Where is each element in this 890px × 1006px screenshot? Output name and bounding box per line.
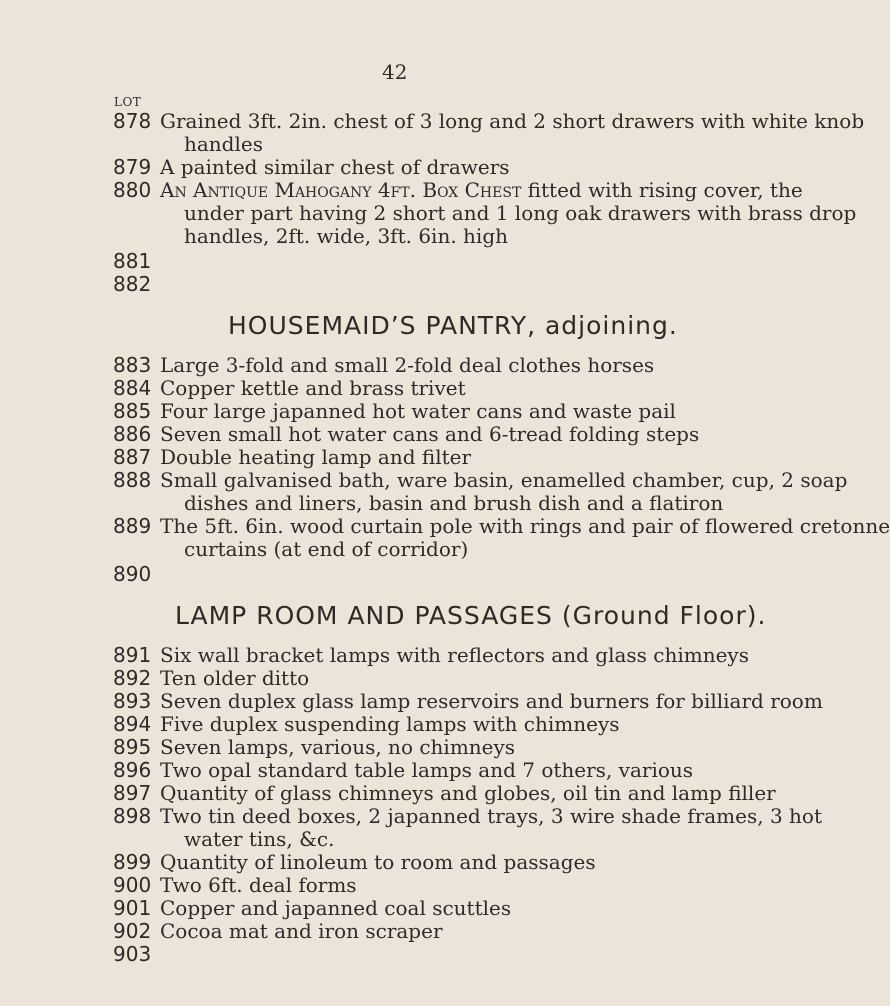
lot-882 (113, 273, 793, 296)
lot-881 (113, 250, 793, 273)
lot-description-cont: water tins, &c. (184, 827, 335, 851)
lot-898 (113, 804, 823, 851)
lot-number: 879 (113, 155, 152, 179)
lot-900 (113, 874, 793, 897)
lot-894 (113, 713, 793, 736)
lot-description: Quantity of glass chimneys and globes, oil tin and lamp filler (160, 781, 776, 805)
lot-description: Ten older ditto (160, 666, 310, 690)
lot-description: A painted similar chest of drawers (160, 155, 510, 179)
lot-number: 882 (113, 272, 152, 296)
lot-888 (113, 468, 848, 515)
lot-description: The 5ft. 6in. wood curtain pole with rings and pair of flowered cretonne (160, 514, 890, 538)
lot-887 (113, 446, 793, 469)
lot-number: 888 (113, 468, 152, 492)
lot-number: 893 (113, 689, 152, 713)
lot-number: 899 (113, 850, 152, 874)
lot-901 (113, 897, 793, 920)
section-heading-lamp-room: LAMP ROOM AND PASSAGES (Ground Floor). (175, 601, 767, 630)
lot-list (113, 109, 890, 966)
lot-description: Four large japanned hot water cans and waste pail (160, 399, 676, 423)
lot-description: Copper and japanned coal scuttles (160, 896, 512, 920)
lot-description: Two tin deed boxes, 2 japanned trays, 3 wire shade frames, 3 hot (160, 804, 823, 828)
lot-number: 891 (113, 643, 152, 667)
lot-number: 901 (113, 896, 152, 920)
lot-description-cont: handles (184, 132, 263, 156)
lot-903 (113, 943, 793, 966)
lot-884 (113, 377, 793, 400)
lot-description: Copper kettle and brass trivet (160, 376, 466, 400)
lot-889 (113, 514, 890, 561)
lot-899 (113, 851, 793, 874)
lot-description: Six wall bracket lamps with reflectors and glass chimneys (160, 643, 749, 667)
lot-description-cont: handles, 2ft. wide, 3ft. 6in. high (184, 224, 509, 248)
lot-883 (113, 354, 793, 377)
lot-number: 889 (113, 514, 152, 538)
lot-893 (113, 689, 823, 713)
lot-column-header: LOT (114, 95, 142, 109)
lot-number: 892 (113, 666, 152, 690)
lot-number: 887 (113, 445, 152, 469)
lot-number: 884 (113, 376, 152, 400)
lot-number: 880 (113, 178, 152, 202)
lot-892 (113, 667, 793, 690)
lot-description: Small galvanised bath, ware basin, enamelled chamber, cup, 2 soap (160, 468, 848, 492)
lot-number: 881 (113, 249, 152, 273)
lot-885 (113, 400, 793, 423)
lot-number: 883 (113, 353, 152, 377)
lot-number: 894 (113, 712, 152, 736)
lot-description-cont: curtains (at end of corridor) (184, 537, 469, 561)
lot-880 (113, 178, 857, 248)
lot-number: 896 (113, 758, 152, 782)
lot-description: Two 6ft. deal forms (160, 873, 357, 897)
lot-number: 902 (113, 919, 152, 943)
lot-description-cont: dishes and liners, basin and brush dish and a flatiron (184, 491, 724, 515)
lot-number: 900 (113, 873, 152, 897)
lot-description: Seven duplex glass lamp reservoirs and burners for billiard room (160, 689, 823, 713)
lot-891 (113, 644, 793, 667)
lot-description: Large 3-fold and small 2-fold deal clothes horses (160, 353, 655, 377)
lot-number: 898 (113, 804, 152, 828)
lot-description: Double heating lamp and filter (160, 445, 472, 469)
lot-description: Seven small hot water cans and 6-tread folding steps (160, 422, 700, 446)
lot-description: Five duplex suspending lamps with chimneys (160, 712, 620, 736)
lot-description: Seven lamps, various, no chimneys (160, 735, 516, 759)
lot-description: Two opal standard table lamps and 7 others, various (160, 758, 694, 782)
lot-886 (113, 423, 793, 446)
lot-890 (113, 563, 793, 586)
page-number: 42 (382, 60, 408, 84)
lot-description-cont: under part having 2 short and 1 long oak drawers with brass drop (184, 201, 857, 225)
lot-878 (113, 109, 865, 156)
lot-895 (113, 736, 793, 759)
lot-897 (113, 782, 793, 805)
lot-number: 886 (113, 422, 152, 446)
lot-number: 890 (113, 562, 152, 586)
lot-902 (113, 920, 793, 943)
lot-number: 878 (113, 109, 152, 133)
lot-description: Grained 3ft. 2in. chest of 3 long and 2 short drawers with white knob (160, 109, 865, 133)
section-heading-pantry: HOUSEMAID’S PANTRY, adjoining. (228, 311, 678, 340)
lot-879 (113, 156, 793, 179)
lot-number: 885 (113, 399, 152, 423)
lot-number: 903 (113, 942, 152, 966)
lot-description: fitted with rising cover, the (521, 178, 803, 202)
lot-description: Cocoa mat and iron scraper (160, 919, 443, 943)
lot-description-smallcaps: An Antique Mahogany 4ft. Box Chest (160, 178, 522, 202)
lot-description: Quantity of linoleum to room and passages (160, 850, 596, 874)
lot-number: 895 (113, 735, 152, 759)
lot-896 (113, 759, 793, 782)
lot-number: 897 (113, 781, 152, 805)
